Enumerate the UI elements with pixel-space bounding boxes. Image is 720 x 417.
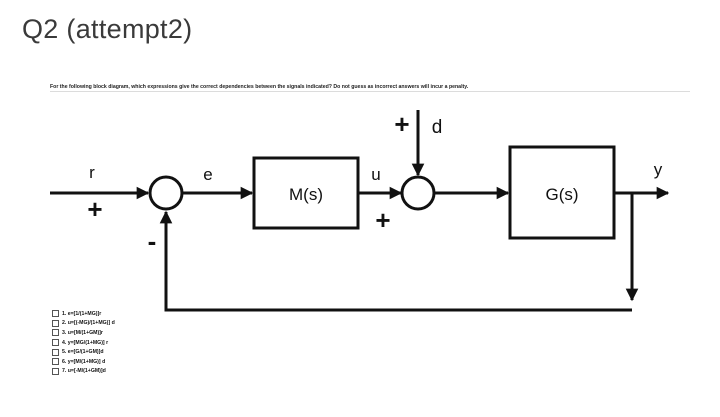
option-5[interactable] — [52, 347, 115, 357]
signal-label-d: d — [431, 117, 443, 138]
page-title: Q2 (attempt2) — [22, 14, 193, 44]
option-4[interactable] — [52, 338, 115, 348]
block-label-g: G(s) — [545, 185, 579, 204]
option-1[interactable] — [52, 309, 115, 319]
question-text: For the following block diagram, which expressions give the correct dependencies between the signals indicated? Do not guess as incorrect answers will incur a penalty. — [50, 84, 469, 90]
signal-label-u: u — [371, 165, 381, 184]
summing-junction-2 — [402, 177, 434, 209]
sign-plus-r: + — [87, 194, 103, 224]
checkbox[interactable] — [52, 368, 59, 375]
checkbox[interactable] — [52, 358, 59, 365]
sign-minus-feedback: - — [147, 226, 157, 256]
option-7[interactable] — [52, 367, 115, 377]
checkbox[interactable] — [52, 339, 59, 346]
option-label: 4. y=[MG/(1+MG)] r — [62, 339, 109, 346]
option-label: 2. u=[(-MG)/(1+MG)] d — [62, 320, 115, 327]
signal-label-e: e — [203, 165, 213, 184]
sign-plus-d: + — [394, 109, 410, 139]
option-label: 6. y=[M/(1+MG)] d — [62, 358, 106, 365]
option-label: 7. u=[-M/(1+GM)]d — [62, 368, 106, 375]
checkbox[interactable] — [52, 310, 59, 317]
signal-label-r: r — [89, 163, 95, 182]
checkbox[interactable] — [52, 349, 59, 356]
option-label: 1. e=[1/(1+MG)]r — [62, 310, 102, 317]
answer-options — [52, 309, 115, 376]
block-label-m: M(s) — [289, 185, 323, 204]
option-label: 5. e=[G/(1+GM)]d — [62, 349, 104, 356]
signal-label-y: y — [653, 160, 663, 179]
option-label: 3. u=[M/(1+GM)]r — [62, 329, 103, 336]
summing-junction-1 — [150, 177, 182, 209]
option-6[interactable] — [52, 357, 115, 367]
option-3[interactable] — [52, 328, 115, 338]
checkbox[interactable] — [52, 329, 59, 336]
option-2[interactable] — [52, 319, 115, 329]
checkbox[interactable] — [52, 320, 59, 327]
sign-plus-u: + — [375, 205, 391, 235]
